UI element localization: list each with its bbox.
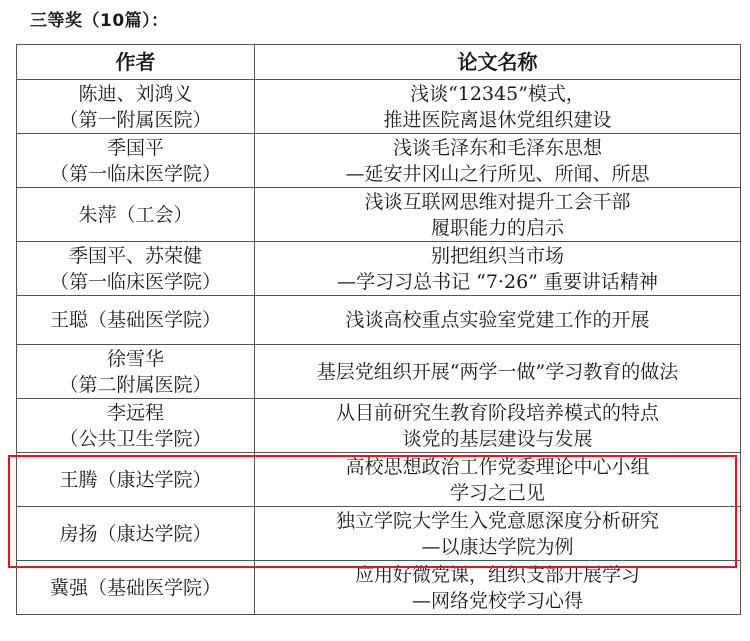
table-row (17, 399, 741, 453)
section-heading: 三等奖（10篇）： (30, 11, 169, 31)
table-row (17, 561, 741, 615)
title-cell (255, 80, 741, 134)
author-cell (17, 242, 255, 296)
table-row (17, 507, 741, 561)
table-header-row (17, 45, 741, 80)
author-cell (17, 188, 255, 242)
awards-table (16, 44, 741, 615)
title-cell-line: —学习习总书记 “7·26” 重要讲话精神 (337, 270, 658, 293)
author-cell-line: 李远程 (106, 401, 164, 424)
author-cell-line: 朱萍（工会） (78, 203, 193, 226)
table-row (17, 296, 741, 345)
title-cell-line: 浅谈毛泽东和毛泽东思想 (392, 136, 602, 159)
title-cell (255, 399, 741, 453)
author-cell-line: 冀强（基础医学院） (49, 576, 221, 599)
title-cell-line: 别把组织当市场 (430, 244, 564, 267)
table-row (17, 134, 741, 188)
title-cell-line: —延安井冈山之行所见、所闻、所思 (345, 162, 650, 185)
title-cell (255, 507, 741, 561)
table-row (17, 453, 741, 507)
table-row (17, 345, 741, 399)
title-cell-line: 履职能力的启示 (430, 216, 564, 239)
author-cell (17, 453, 255, 507)
author-cell-line: （第一临床医学院） (49, 270, 221, 293)
author-cell (17, 561, 255, 615)
title-cell-line: 浅谈高校重点实验室党建工作的开展 (345, 309, 650, 331)
table-row (17, 80, 741, 134)
title-cell (255, 345, 741, 399)
author-cell-line: 季国平 (106, 136, 164, 159)
author-column-header: 作者 (17, 45, 255, 80)
title-cell-line: 推进医院离退休党组织建设 (383, 108, 612, 131)
author-cell-line: （第一附属医院） (59, 108, 212, 131)
title-cell-line: 从目前研究生教育阶段培养模式的特点 (335, 401, 659, 424)
author-cell (17, 134, 255, 188)
author-cell-line: 季国平、苏荣健 (68, 244, 202, 267)
author-cell (17, 507, 255, 561)
author-cell-line: （公共卫生学院） (59, 427, 212, 450)
table-row (17, 242, 741, 296)
author-cell-line: 王聪（基础医学院） (49, 309, 221, 331)
title-cell (255, 296, 741, 345)
title-cell (255, 134, 741, 188)
title-cell-line: —网络党校学习心得 (411, 589, 583, 612)
title-cell-line: 学习之己见 (449, 481, 545, 504)
author-cell-line: （第一临床医学院） (49, 162, 221, 185)
title-cell-line: 谈党的基层建设与发展 (402, 427, 593, 450)
author-cell-line: （第二附属医院） (59, 373, 212, 396)
title-cell-line: 应用好微党课，组织支部开展学习 (354, 563, 640, 586)
author-cell-line: 房扬（康达学院） (59, 522, 212, 545)
title-cell (255, 453, 741, 507)
table-row (17, 188, 741, 242)
author-cell (17, 345, 255, 399)
author-cell-line: 徐雪华 (106, 347, 164, 370)
title-cell-line: 独立学院大学生入党意愿深度分析研究 (335, 509, 659, 532)
title-cell-line: 基层党组织开展“两学一做”学习教育的做法 (316, 360, 679, 383)
title-cell-line: 浅谈互联网思维对提升工会干部 (364, 190, 631, 213)
author-cell-line: 陈迪、刘鸿义 (78, 82, 193, 105)
title-cell-line: 浅谈“12345”模式， (410, 82, 585, 105)
title-cell (255, 242, 741, 296)
title-cell-line: 高校思想政治工作党委理论中心小组 (345, 455, 650, 478)
author-cell (17, 399, 255, 453)
author-cell (17, 80, 255, 134)
title-cell-line: —以康达学院为例 (421, 535, 574, 558)
author-cell (17, 296, 255, 345)
title-column-header: 论文名称 (255, 45, 741, 80)
title-cell (255, 561, 741, 615)
title-cell (255, 188, 741, 242)
author-cell-line: 王腾（康达学院） (59, 468, 212, 491)
